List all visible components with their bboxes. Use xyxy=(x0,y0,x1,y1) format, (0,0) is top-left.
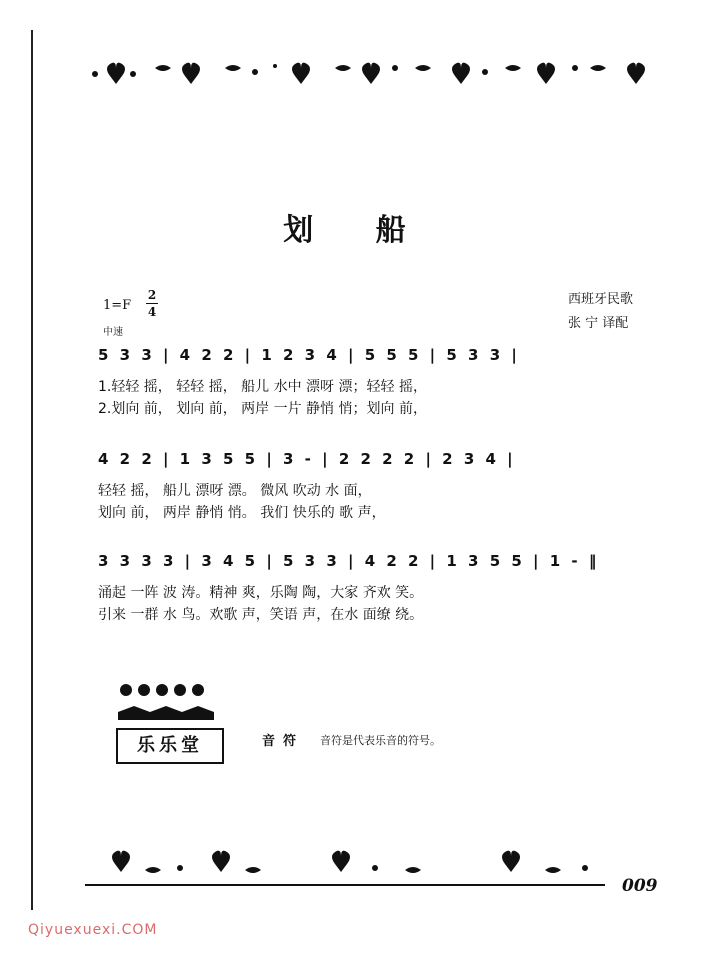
lyric-row-1-verse-2: 2.划向 前， 划向 前， 两岸 一片 静悄 悄；划向 前， xyxy=(98,401,427,417)
time-signature-bottom: 4 xyxy=(147,305,157,319)
corner-section-label: 乐乐堂 xyxy=(116,728,224,764)
lyric-row-2-verse-2: 划向 前， 两岸 静悄 悄。 我们 快乐的 歌 声， xyxy=(98,505,386,521)
notation-row-1: 5 3 3 | 4 2 2 | 1 2 3 4 | 5 5 5 | 5 3 3 | xyxy=(98,346,520,364)
site-watermark[interactable]: Qiyuexuexi.COM xyxy=(28,922,158,938)
top-ornament-border xyxy=(85,46,655,96)
lyric-row-3-verse-2: 引来 一群 水 鸟。欢歌 声，笑语 声，在水 面缭 绕。 xyxy=(98,607,424,623)
lyric-row-1-verse-1: 1.轻轻 摇， 轻轻 摇， 船儿 水中 漂呀 漂；轻轻 摇， xyxy=(98,379,427,395)
key-signature: 1=F xyxy=(103,298,132,313)
notation-row-3: 3 3 3 3 | 3 4 5 | 5 3 3 | 4 2 2 | 1 3 5 5 | 1 - ‖ xyxy=(98,552,600,570)
song-origin: 西班牙民歌 xyxy=(568,292,634,307)
bottom-ornament-border xyxy=(85,842,655,892)
tempo-marking: 中速 xyxy=(103,327,123,338)
arranger-credit: 张 宁 译配 xyxy=(568,316,629,331)
corner-term: 音符 xyxy=(262,734,305,749)
lyric-row-3-verse-1: 涌起 一阵 波 涛。精神 爽，乐陶 陶，大家 齐欢 笑。 xyxy=(98,585,424,601)
page-left-rule xyxy=(31,30,33,910)
song-title: 划 船 xyxy=(283,213,432,248)
lyric-row-2-verse-1: 轻轻 摇， 船儿 漂呀 漂。 微风 吹动 水 面， xyxy=(98,483,372,499)
time-signature-top: 2 xyxy=(147,288,157,302)
notation-row-2: 4 2 2 | 1 3 5 5 | 3 - | 2 2 2 2 | 2 3 4 | xyxy=(98,450,516,468)
time-signature xyxy=(146,288,158,319)
heart-icon xyxy=(107,63,125,84)
page-number: 009 xyxy=(622,876,658,896)
corner-definition: 音符是代表乐音的符号。 xyxy=(320,734,441,747)
